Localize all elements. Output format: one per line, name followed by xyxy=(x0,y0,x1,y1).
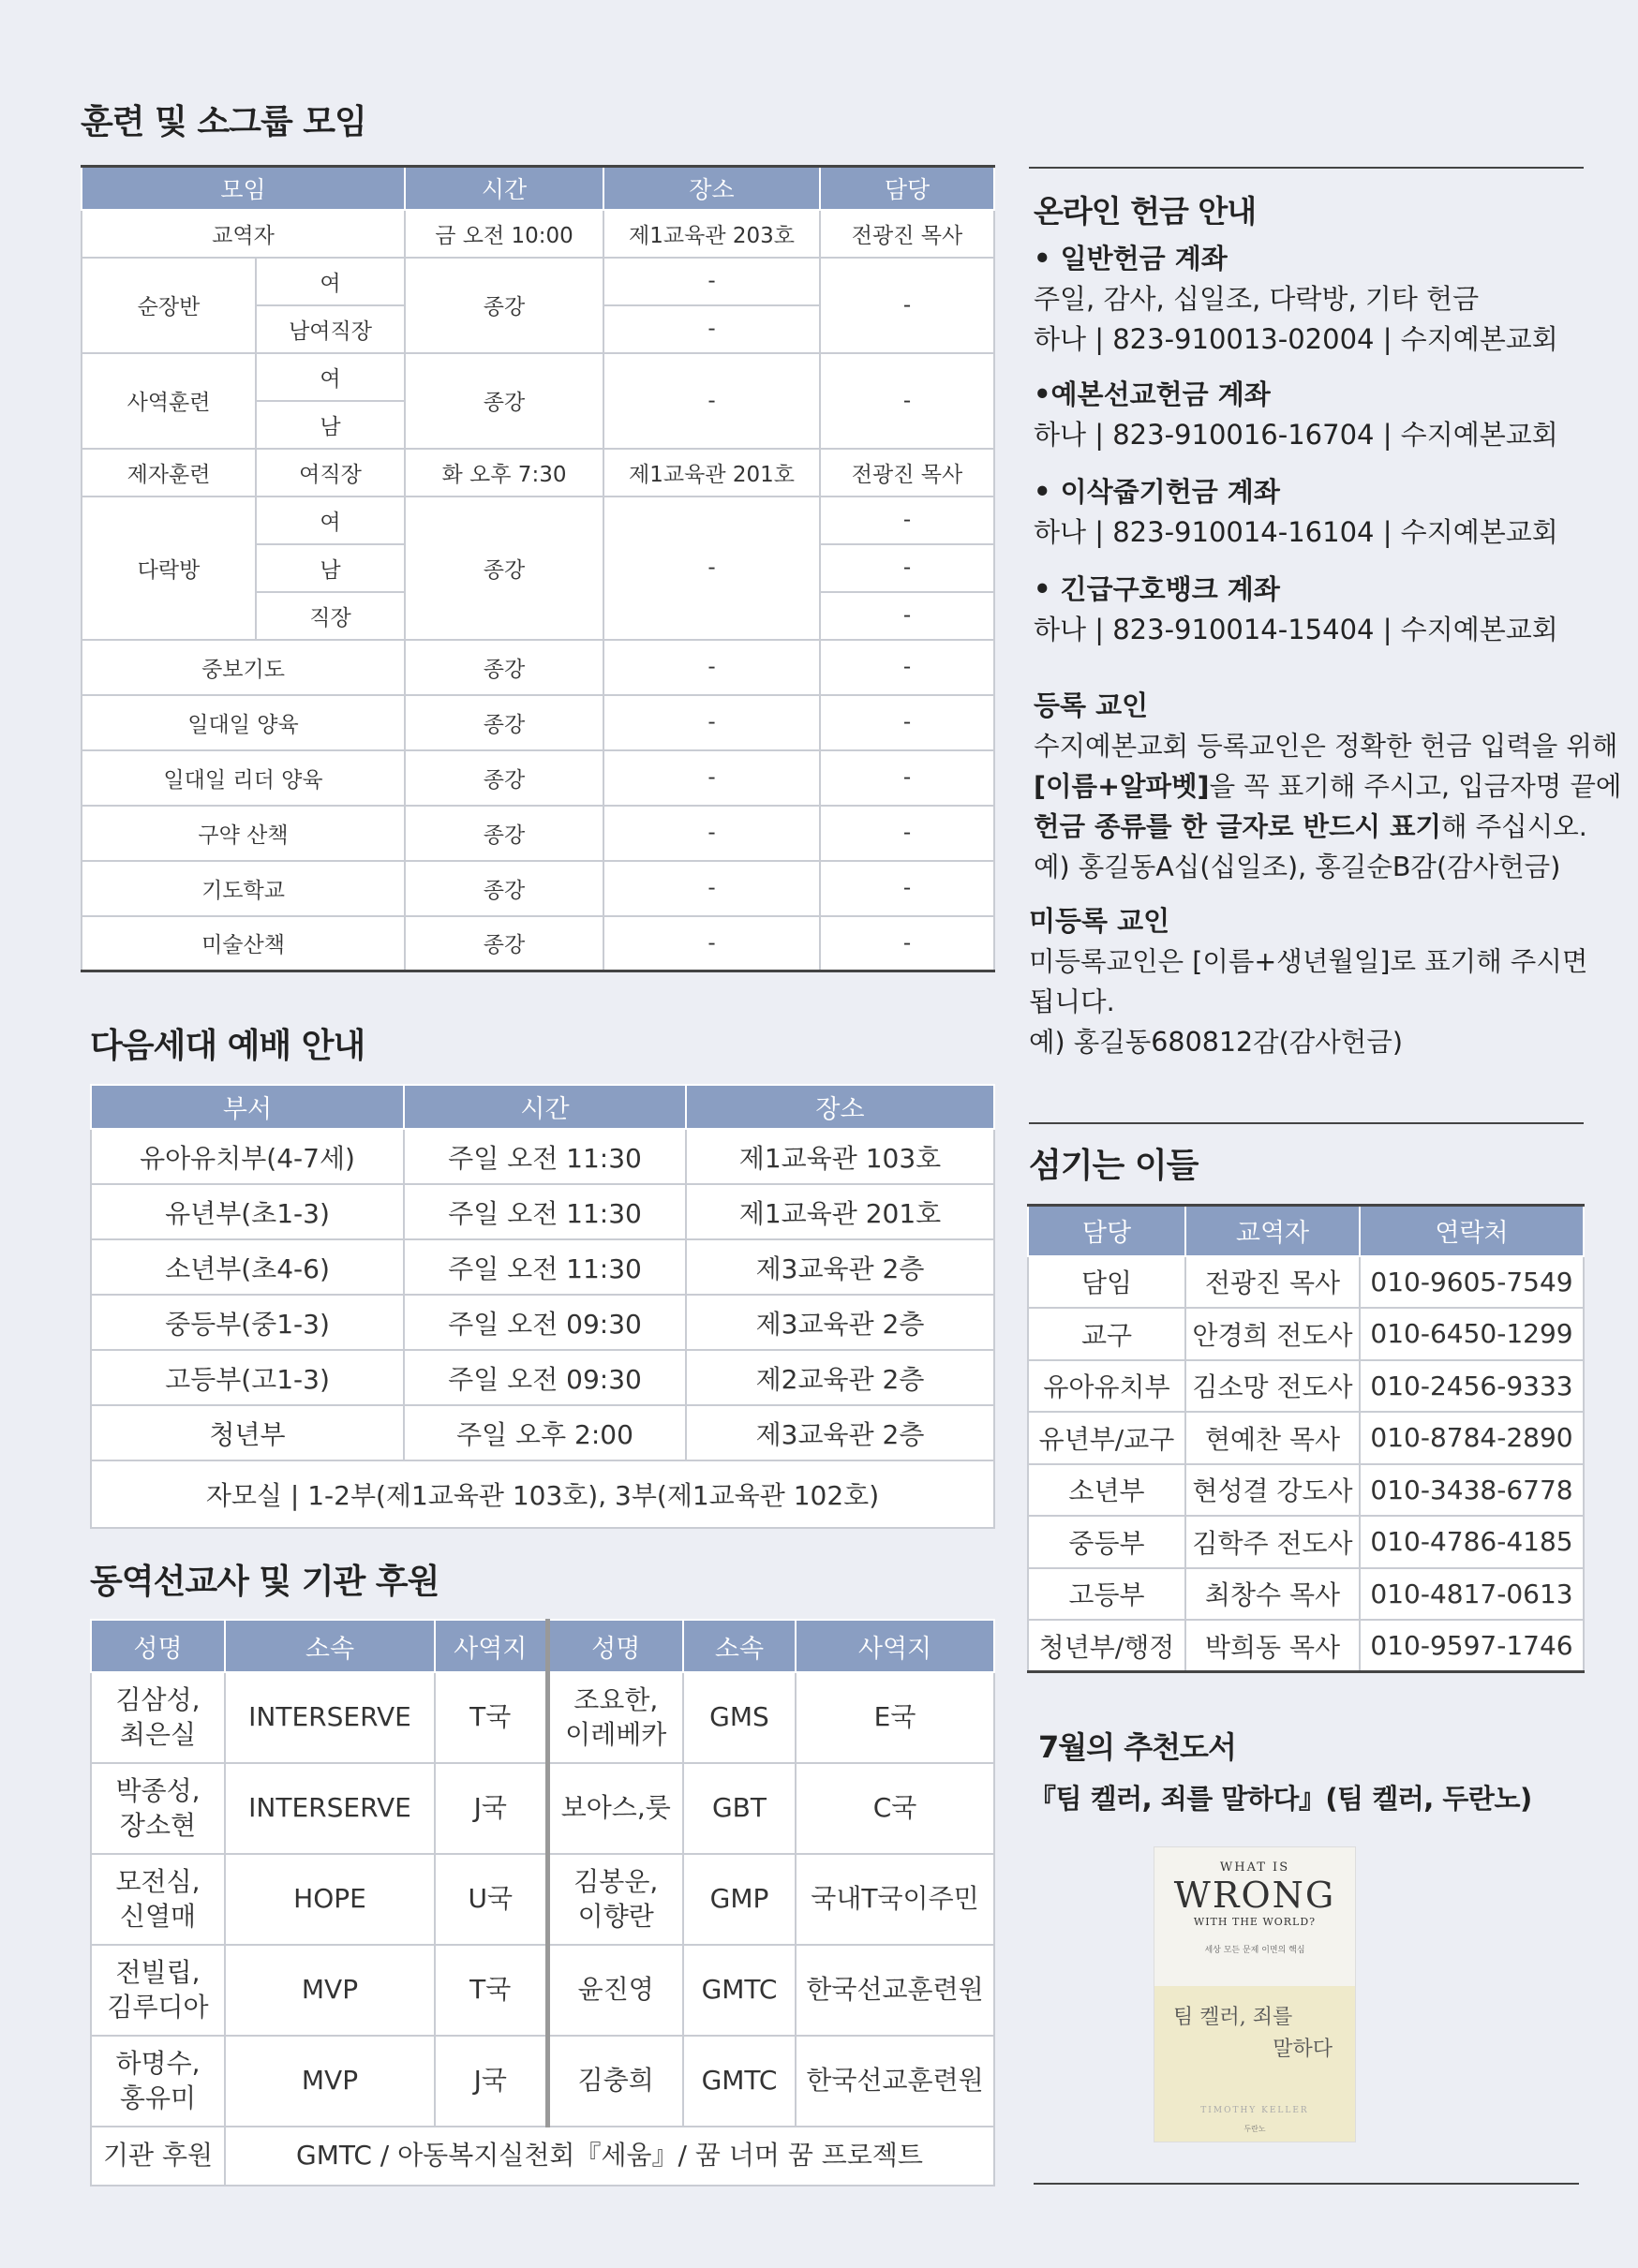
table-row xyxy=(82,640,994,695)
cell: J국 xyxy=(435,1763,547,1854)
cell: C국 xyxy=(796,1763,994,1854)
table-row xyxy=(82,916,994,971)
cell: 다락방 xyxy=(82,497,256,640)
cell: 전광진 목사 xyxy=(820,210,994,258)
divider xyxy=(1029,1122,1584,1124)
cell: - xyxy=(603,305,820,353)
cell: - xyxy=(603,640,820,695)
cell: 한국선교훈련원 xyxy=(796,2036,994,2127)
cell: 사역훈련 xyxy=(82,353,256,449)
cell: INTERSERVE xyxy=(225,1763,435,1854)
cell: 담임 xyxy=(1028,1256,1185,1309)
cell: 기도학교 xyxy=(82,861,405,916)
cell: - xyxy=(820,861,994,916)
header-cell: 담당 xyxy=(1028,1206,1185,1256)
cell: 미술산책 xyxy=(82,916,405,971)
table-row xyxy=(91,1460,994,1528)
cell: 모전심, 신열매 xyxy=(91,1854,225,1945)
missionary-table xyxy=(90,1619,995,2186)
cell: 종강 xyxy=(405,497,603,640)
registered-members xyxy=(1034,686,1621,887)
cell: 국내T국이주민 xyxy=(796,1854,994,1945)
cell: 청년부/행정 xyxy=(1028,1620,1185,1672)
cell: 김충희 xyxy=(547,2036,683,2127)
table-row xyxy=(91,1945,994,2036)
cell: 여 xyxy=(256,258,405,305)
table-row xyxy=(82,210,994,258)
header-cell: 담당 xyxy=(820,167,994,210)
cell: 고등부(고1-3) xyxy=(91,1350,404,1405)
cell: T국 xyxy=(435,1672,547,1763)
section-heading: 등록 교인 xyxy=(1034,689,1149,721)
table-row xyxy=(91,1672,994,1763)
cell: 화 오후 7:30 xyxy=(405,449,603,497)
cell: - xyxy=(820,353,994,449)
table-row xyxy=(1028,1620,1584,1672)
unregistered-members xyxy=(1029,901,1587,1062)
cell: 유년부(초1-3) xyxy=(91,1184,404,1239)
cell: - xyxy=(820,592,994,640)
table-row xyxy=(82,258,994,305)
cell: 박종성, 장소현 xyxy=(91,1763,225,1854)
table-row xyxy=(91,2127,994,2186)
cell: - xyxy=(820,806,994,861)
cell: - xyxy=(603,861,820,916)
cell: T국 xyxy=(435,1945,547,2036)
cell: 전빌립, 김루디아 xyxy=(91,1945,225,2036)
cell: 청년부 xyxy=(91,1405,404,1460)
table-row xyxy=(91,1854,994,1945)
header-cell: 부서 xyxy=(91,1085,404,1129)
account-heading: •예본선교헌금 계좌 xyxy=(1034,378,1271,410)
cell: 김삼성, 최은실 xyxy=(91,1672,225,1763)
cell: 고등부 xyxy=(1028,1568,1185,1621)
cell: 제3교육관 2층 xyxy=(686,1405,994,1460)
text-line xyxy=(1034,766,1621,807)
cell: 종강 xyxy=(405,640,603,695)
cell: 구약 산책 xyxy=(82,806,405,861)
offering-general xyxy=(1034,239,1558,360)
cell: 종강 xyxy=(405,695,603,750)
cell: 종강 xyxy=(405,916,603,971)
cell: 조요한, 이레베카 xyxy=(547,1672,683,1763)
cell: 소년부(초4-6) xyxy=(91,1239,404,1295)
cell: - xyxy=(603,695,820,750)
account-heading: • 이삭줍기헌금 계좌 xyxy=(1034,476,1280,508)
cell: E국 xyxy=(796,1672,994,1763)
cell: - xyxy=(820,695,994,750)
table-row xyxy=(82,861,994,916)
cell: GBT xyxy=(683,1763,796,1854)
cell: - xyxy=(603,750,820,806)
cell: MVP xyxy=(225,2036,435,2127)
offering-title: 온라인 헌금 안내 xyxy=(1034,193,1257,230)
cell: - xyxy=(603,916,820,971)
cover-text: WHAT IS xyxy=(1219,1860,1290,1875)
header-cell: 소속 xyxy=(683,1620,796,1672)
cell: 제1교육관 201호 xyxy=(603,449,820,497)
cell: - xyxy=(820,916,994,971)
header-cell: 연락처 xyxy=(1360,1206,1584,1256)
cell: 종강 xyxy=(405,806,603,861)
cell: 금 오전 10:00 xyxy=(405,210,603,258)
cell: 주일 오전 09:30 xyxy=(404,1295,686,1350)
cell: GMP xyxy=(683,1854,796,1945)
cell: GMTC xyxy=(683,2036,796,2127)
cell: - xyxy=(603,806,820,861)
cell: 보아스,룻 xyxy=(547,1763,683,1854)
book-description: 『팀 켈러, 죄를 말하다』(팀 켈러, 두란노) xyxy=(1029,1783,1532,1815)
account-number: 하나 | 823-910016-16704 | 수지예본교회 xyxy=(1034,419,1558,451)
cell: 010-6450-1299 xyxy=(1360,1308,1584,1360)
cell: 여 xyxy=(256,497,405,544)
header-cell: 성명 xyxy=(91,1620,225,1672)
cell: 현예찬 목사 xyxy=(1185,1412,1360,1464)
section-heading: 미등록 교인 xyxy=(1029,905,1170,937)
header-cell: 성명 xyxy=(547,1620,683,1672)
text-line: 수지예본교회 등록교인은 정확한 헌금 입력을 위해 xyxy=(1034,731,1618,762)
cell: 제1교육관 103호 xyxy=(686,1129,994,1184)
table-row xyxy=(91,2036,994,2127)
header-cell: 장소 xyxy=(686,1085,994,1129)
text-line xyxy=(1034,807,1621,847)
divider xyxy=(1034,2183,1579,2185)
cell: 유년부/교구 xyxy=(1028,1412,1185,1464)
cell: 교역자 xyxy=(82,210,405,258)
cell: - xyxy=(603,497,820,640)
table-row xyxy=(82,497,994,544)
nursery-note: 자모실 | 1-2부(제1교육관 103호), 3부(제1교육관 102호) xyxy=(91,1460,994,1528)
table-row xyxy=(91,1763,994,1854)
nextgen-title: 다음세대 예배 안내 xyxy=(90,1027,365,1065)
text-line: 예) 홍길동A십(십일조), 홍길순B감(감사헌금) xyxy=(1034,852,1561,882)
cell: 일대일 리더 양육 xyxy=(82,750,405,806)
table-row xyxy=(91,1184,994,1239)
table-row xyxy=(1028,1516,1584,1568)
cell: 여 xyxy=(256,353,405,401)
offering-relief xyxy=(1034,570,1558,650)
cell: 유아유치부(4-7세) xyxy=(91,1129,404,1184)
cover-text: 팀 켈러, 죄를 xyxy=(1173,2006,1293,2029)
header-cell: 사역지 xyxy=(435,1620,547,1672)
cell: - xyxy=(603,353,820,449)
account-heading: • 일반헌금 계좌 xyxy=(1034,243,1228,274)
divider xyxy=(1029,167,1584,169)
cell: 순장반 xyxy=(82,258,256,353)
cell: 직장 xyxy=(256,592,405,640)
cell: 주일 오전 11:30 xyxy=(404,1184,686,1239)
table-row xyxy=(1028,1308,1584,1360)
cell: J국 xyxy=(435,2036,547,2127)
cover-text: 말하다 xyxy=(1273,2038,1333,2061)
cell: 010-8784-2890 xyxy=(1360,1412,1584,1464)
cell: - xyxy=(820,258,994,353)
cell: - xyxy=(820,750,994,806)
cell: 하명수, 홍유미 xyxy=(91,2036,225,2127)
cell: 주일 오전 11:30 xyxy=(404,1239,686,1295)
table-row xyxy=(82,449,994,497)
staff-table xyxy=(1027,1204,1585,1673)
cell: HOPE xyxy=(225,1854,435,1945)
cell: 010-3438-6778 xyxy=(1360,1464,1584,1517)
cell: 010-9597-1746 xyxy=(1360,1620,1584,1672)
cell: 최창수 목사 xyxy=(1185,1568,1360,1621)
cell: 교구 xyxy=(1028,1308,1185,1360)
cell: 010-2456-9333 xyxy=(1360,1360,1584,1413)
table-row xyxy=(91,1239,994,1295)
emphasis: 헌금 종류를 한 글자로 반드시 표기 xyxy=(1034,811,1442,842)
cell: 중등부(중1-3) xyxy=(91,1295,404,1350)
book-cover-image xyxy=(1154,1846,1356,2142)
cover-text: WITH THE WORLD? xyxy=(1193,1916,1317,1928)
cell: 유아유치부 xyxy=(1028,1360,1185,1413)
table-row xyxy=(1028,1256,1584,1309)
account-heading: • 긴급구호뱅크 계좌 xyxy=(1034,573,1280,605)
offering-gleaning xyxy=(1034,472,1558,553)
cell: 안경희 전도사 xyxy=(1185,1308,1360,1360)
cell: 제3교육관 2층 xyxy=(686,1295,994,1350)
table-row xyxy=(91,1295,994,1350)
table-row xyxy=(82,750,994,806)
cell: 010-9605-7549 xyxy=(1360,1256,1584,1309)
cell: 종강 xyxy=(405,353,603,449)
training-table xyxy=(81,165,995,972)
header-cell: 장소 xyxy=(603,167,820,210)
cell: 남여직장 xyxy=(256,305,405,353)
text: 해 주십시오. xyxy=(1441,811,1587,842)
cell: - xyxy=(603,258,820,305)
cell: 김봉운, 이향란 xyxy=(547,1854,683,1945)
header-cell: 사역지 xyxy=(796,1620,994,1672)
missionary-title: 동역선교사 및 기관 후원 xyxy=(90,1563,439,1601)
account-number: 하나 | 823-910014-16104 | 수지예본교회 xyxy=(1034,516,1558,548)
cell: 한국선교훈련원 xyxy=(796,1945,994,2036)
cell: 제2교육관 2층 xyxy=(686,1350,994,1405)
cell: 김소망 전도사 xyxy=(1185,1360,1360,1413)
account-desc: 주일, 감사, 십일조, 다락방, 기타 헌금 xyxy=(1034,283,1480,315)
header-cell: 모임 xyxy=(82,167,405,210)
cell: - xyxy=(820,640,994,695)
cell: GMTC xyxy=(683,1945,796,2036)
cell: 주일 오후 2:00 xyxy=(404,1405,686,1460)
cell: 전광진 목사 xyxy=(1185,1256,1360,1309)
text-line: 예) 홍길동680812감(감사헌금) xyxy=(1029,1027,1403,1058)
cell: 남 xyxy=(256,401,405,449)
cell: 박희동 목사 xyxy=(1185,1620,1360,1672)
table-row xyxy=(91,1405,994,1460)
cell: 남 xyxy=(256,544,405,592)
cell: 010-4786-4185 xyxy=(1360,1516,1584,1568)
cell: 010-4817-0613 xyxy=(1360,1568,1584,1621)
table-row xyxy=(1028,1360,1584,1413)
cell: 윤진영 xyxy=(547,1945,683,2036)
cell: 종강 xyxy=(405,258,603,353)
table-row xyxy=(82,695,994,750)
emphasis: [이름+알파벳] xyxy=(1034,771,1210,802)
cell: 중등부 xyxy=(1028,1516,1185,1568)
cover-text: TIMOTHY KELLER xyxy=(1200,2106,1309,2115)
account-number: 하나 | 823-910013-02004 | 수지예본교회 xyxy=(1034,323,1558,355)
cell: 제자훈련 xyxy=(82,449,256,497)
cover-text: WRONG xyxy=(1173,1875,1336,1916)
cell: 여직장 xyxy=(256,449,405,497)
cell: 중보기도 xyxy=(82,640,405,695)
table-row xyxy=(1028,1464,1584,1517)
cell: 제1교육관 203호 xyxy=(603,210,820,258)
cell: 제1교육관 201호 xyxy=(686,1184,994,1239)
cell: GMS xyxy=(683,1672,796,1763)
cover-text: 두란노 xyxy=(1243,2125,1266,2133)
cell: 제3교육관 2층 xyxy=(686,1239,994,1295)
cell: INTERSERVE xyxy=(225,1672,435,1763)
table-row xyxy=(82,353,994,401)
cell: 현성결 강도사 xyxy=(1185,1464,1360,1517)
cover-text: 세상 모든 문제 이면의 핵심 xyxy=(1204,1946,1305,1955)
offering-mission xyxy=(1034,375,1558,455)
org-support-label: 기관 후원 xyxy=(91,2127,225,2186)
org-support-value: GMTC / 아동복지실천회『세움』/ 꿈 너머 꿈 프로젝트 xyxy=(225,2127,994,2186)
cell: 김학주 전도사 xyxy=(1185,1516,1360,1568)
header-cell: 교역자 xyxy=(1185,1206,1360,1256)
book-title: 7월의 추천도서 xyxy=(1038,1729,1236,1765)
header-cell: 시간 xyxy=(405,167,603,210)
table-row xyxy=(82,806,994,861)
cell: MVP xyxy=(225,1945,435,2036)
cell: 주일 오전 11:30 xyxy=(404,1129,686,1184)
cell: 전광진 목사 xyxy=(820,449,994,497)
cell: - xyxy=(820,497,994,544)
table-row xyxy=(91,1350,994,1405)
text-line: 미등록교인은 [이름+생년월일]로 표기해 주시면 xyxy=(1029,946,1588,977)
cell: 소년부 xyxy=(1028,1464,1185,1517)
cell: 주일 오전 09:30 xyxy=(404,1350,686,1405)
text-line: 됩니다. xyxy=(1029,986,1115,1017)
cell: U국 xyxy=(435,1854,547,1945)
cell: - xyxy=(820,544,994,592)
text: 을 꼭 표기해 주시고, 입금자명 끝에 xyxy=(1209,771,1622,802)
cell: 종강 xyxy=(405,861,603,916)
header-cell: 시간 xyxy=(404,1085,686,1129)
table-row xyxy=(1028,1412,1584,1464)
nextgen-table xyxy=(90,1084,995,1529)
header-cell: 소속 xyxy=(225,1620,435,1672)
cell: 일대일 양육 xyxy=(82,695,405,750)
account-number: 하나 | 823-910014-15404 | 수지예본교회 xyxy=(1034,614,1558,645)
table-row xyxy=(1028,1568,1584,1621)
cell: 종강 xyxy=(405,750,603,806)
staff-title: 섬기는 이들 xyxy=(1029,1147,1199,1185)
training-title: 훈련 및 소그룹 모임 xyxy=(81,103,366,141)
table-row xyxy=(91,1129,994,1184)
